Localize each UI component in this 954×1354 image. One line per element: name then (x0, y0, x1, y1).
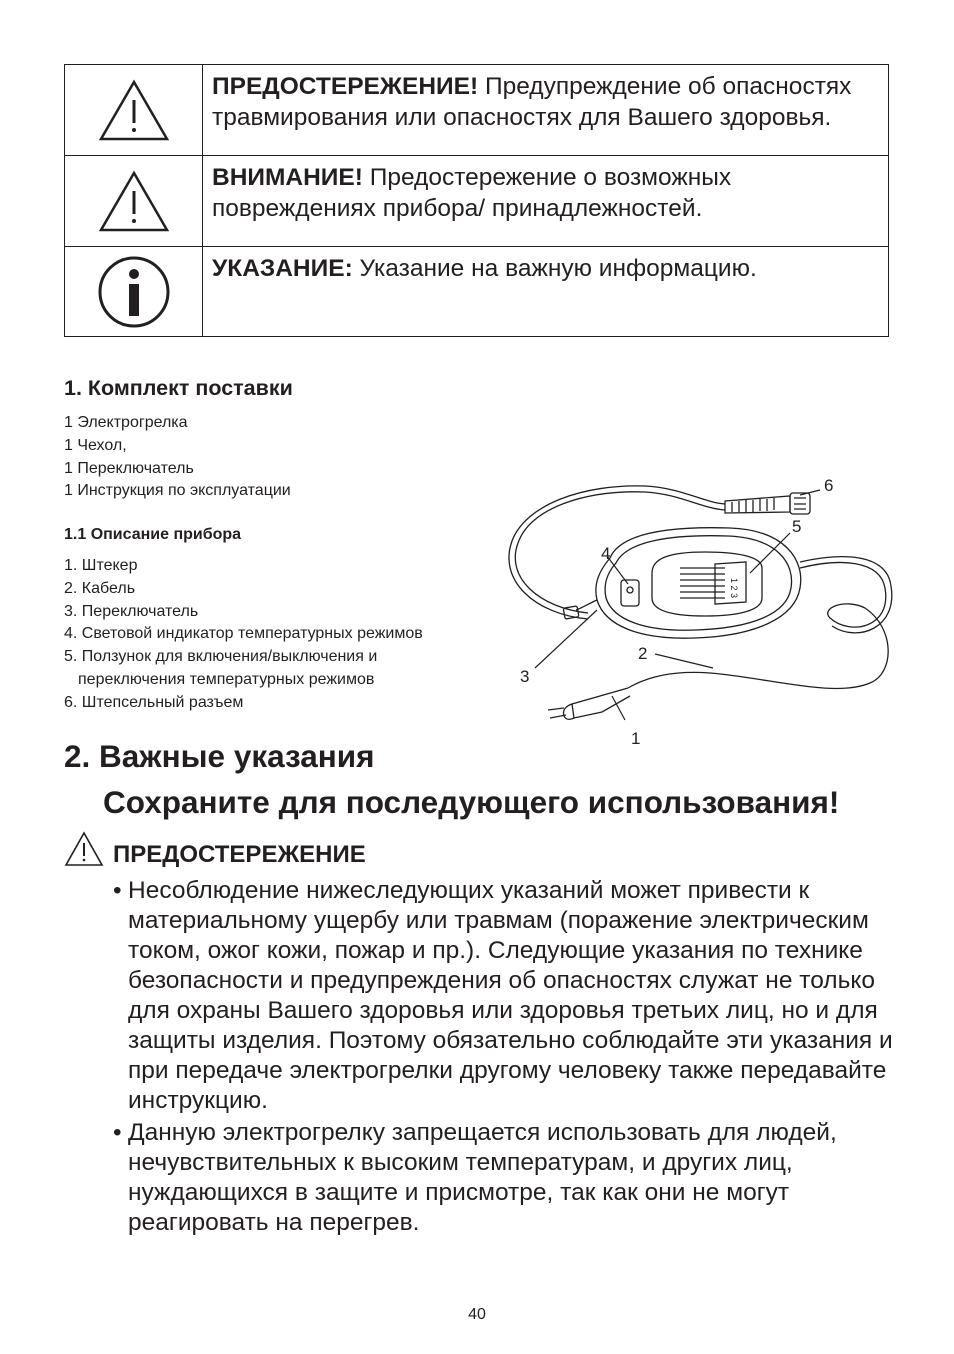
section-2-subheading: Сохраните для последующего использования! (103, 784, 840, 820)
symbol-row-caution (65, 156, 888, 247)
list-item: 4. Световой индикатор температурных режимов (64, 625, 423, 643)
callout-2: 2 (638, 644, 648, 663)
list-item: 6. Штепсельный разъем (64, 693, 244, 711)
warning-label: ПРЕДОСТЕРЕЖЕНИЕ (113, 841, 366, 868)
symbol-row-note (65, 247, 888, 336)
symbol-description: Предупреждение об опасностях травмирования или опасностях для Вашего здоровья. (212, 73, 852, 131)
list-item: переключения температурных режимов (78, 670, 375, 688)
callout-1: 1 (631, 729, 641, 748)
symbol-description: Указание на важную информацию. (352, 255, 757, 282)
list-item: 1 Чехол, (64, 436, 127, 454)
symbol-legend-table (64, 64, 889, 337)
section-2-heading: 2. Важные указания (64, 738, 375, 774)
info-icon (97, 255, 171, 329)
warning-triangle-icon (98, 78, 170, 142)
list-item: 5. Ползунок для включения/выключения и (64, 648, 378, 666)
warning-triangle-icon (98, 169, 170, 233)
callout-3: 3 (520, 667, 530, 686)
list-item: 1 Электрогрелка (64, 414, 188, 431)
callout-5: 5 (792, 517, 802, 536)
section-1-heading: 1. Комплект поставки (64, 376, 293, 400)
symbol-description: Предостережение о возможных повреждениях прибора/ принадлежностей. (212, 164, 732, 222)
warning-bullets (113, 876, 913, 1240)
symbol-label: ВНИМАНИЕ! (212, 164, 363, 191)
callout-4: 4 (601, 544, 611, 563)
bullet-icon: • (113, 1119, 122, 1146)
callout-6: 6 (824, 476, 834, 495)
list-item: 1 Переключатель (64, 459, 194, 477)
symbol-label: УКАЗАНИЕ: (212, 255, 353, 282)
list-item: • Несоблюдение нижеследующих указаний может привести к материальному ущербу или травмам (поражение электрическим током, ожог кожи, пожар и пр.). Следующие указания по технике безопасности и предупреждения об опасностях служат не только для охраны Вашего здоровья или здоровья третьих лиц, но и для защиты изделия. Поэтому обязательно соблюдайте эти указания и при передаче электрогрелки другому человеку также передавайте инструкцию. (113, 877, 893, 1114)
symbol-row-warning (65, 65, 888, 156)
delivery-contents-list (64, 412, 291, 503)
warning-triangle-icon (64, 831, 104, 867)
device-description-heading: 1.1 Описание прибора (64, 526, 242, 543)
list-item: 3. Переключатель (64, 602, 199, 620)
list-item: 1. Штекер (64, 557, 138, 574)
list-item: • Данную электрогрелку запрещается использовать для людей, нечувствительных к высоким температурам, и других лиц, нуждающихся в защите и присмотре, так как они не могут реагировать на перегрев. (113, 1119, 837, 1236)
symbol-label: ПРЕДОСТЕРЕЖЕНИЕ! (212, 73, 479, 100)
page-number: 40 (468, 1306, 486, 1323)
device-illustration (500, 468, 900, 753)
list-item: 1 Инструкция по эксплуатации (64, 482, 291, 500)
slider-marks: 1 2 3 (729, 578, 739, 599)
bullet-icon: • (113, 877, 122, 904)
list-item: 2. Кабель (64, 579, 136, 597)
device-parts-list (64, 555, 423, 715)
